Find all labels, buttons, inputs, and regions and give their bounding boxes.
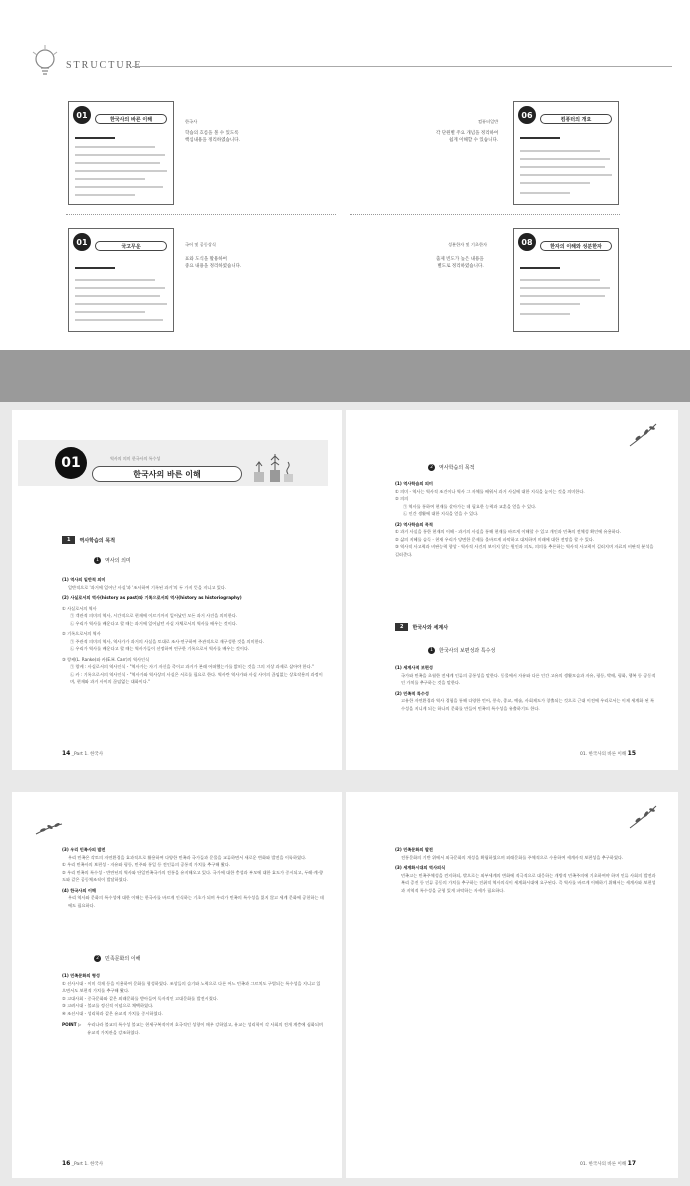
chapter-number: 01 [55, 447, 87, 479]
callout-header: 국어 및 공동상식 [185, 242, 216, 247]
chapter-number: 01 [73, 233, 91, 251]
page-folio: 01. 한국사의 바른 이해 17 [580, 1160, 637, 1167]
chapter-title: 한국사의 바른 이해 [95, 114, 167, 124]
section-heading: 2 한국사와 세계사 [395, 623, 448, 631]
page-16-body: (3) 우리 민족사의 발전 우리 민족은 각토의 자연환경을 효과적으로 활용하여 다양한 민족과 국가들과 문물을 교류하면서 새로운 변화와 발전을 이룩하였다. ① 우리 민족사의 보편성 - 자유와 평등, 민주와 통일 등 전인류의 공통적 가치를 추구해 왔다. ② 우리 민족의 특수성 - 반만년의 역사와 단일민족국가의 전통을 유지해오고 있다. 국가에 대한 충성과 부모에 대한 효도가 중시되고, 두레·계·향도와 같은 공동체조직이 발달하였다. (4) 한국사의 이해 우리 역사와 문화의 특수성에 대한 이해는 한국사를 바르게 인식하는 기초가 되며 우리가 민족의 특수성을 잃지 않고 세계 문화에 공헌하는 데에도 필요하다. [62, 847, 324, 908]
lightbulb-icon [28, 44, 62, 78]
page-15-body-top: (1) 역사학습의 의미 ① 의미 - 역사는 역사적 조건이나 역사 그 자체를 배워서 과거 사실에 대한 지식을 높이는 것을 의미한다. ② 의의 ㉠ 역사를 통하여 현재를 살아가는 데 필요한 능력과 교훈을 얻을 수 있다. ㉡ 인간 생활에 대한 지식을 얻을 수 있다. (2) 역사학습의 목적 ① 과거 사실을 통한 현재의 이해 - 과거의 사실을 통해 현재를 바르게 이해할 수 있고 개인과 민족의 전체성 확인에 유용하다. ② 삶의 지혜를 습득 - 현재 우리가 당면한 문제를 올바르게 파악하고 대처하며 미래에 대한 전망을 할 수 있다. ③ 역사적 사고력과 비판능력 향상 - 역사적 사건의 보이지 않는 원인과 의도, 의의를 추론하는 역사적 사고력이 길러지며 자료의 비판적 분석을 길러준다. [395, 481, 654, 557]
sample-page-thumbnail [513, 228, 619, 332]
chapter-number: 08 [518, 233, 536, 251]
callout-text: 각 단원별 주요 개념을 정리하여 쉽게 이해할 수 있습니다. [436, 131, 499, 143]
section-heading: 1 역사학습의 목적 [62, 536, 115, 544]
page-15-body-bottom: (1) 세계사적 보편성 국가와 민족을 초월한 전세계 인류의 공통성을 말한다. 동물에서 자유와 다른 인간 고유의 생활모습과 자유, 평등, 박애, 평화, 행복 등 공동적인 가치를 추구하는 것을 말한다. (2) 민족적 특수성 고유한 자연환경과 역사 경험을 통해 다양한 언어, 풍속, 종교, 예술, 사회제도가 창출되는 것으로 근대 이전에 우리로서는 이제 세계화 된 특수성을 지니게 되는 하나의 문화를 만들어 민족의 특수성을 유출하기도 한다. [395, 665, 656, 711]
chapter-title: 컴퓨터의 개요 [540, 114, 612, 124]
subsection-heading: 1 한국사의 보편성과 특수성 [428, 647, 495, 654]
callout-text: 표와 도식을 활용하여 중요 내용을 정리하였습니다. [185, 257, 242, 269]
structure-rule [132, 66, 672, 67]
chapter-title: 국고무운 [95, 241, 167, 251]
subsection-heading: 2 민족문화의 이해 [94, 955, 140, 962]
page-16-body-2: (1) 민족문화의 형성 ① 선사시대 - 이미 석재 등을 이용하여 문화를 형성하였다. 조상들의 슬기와 노력으로 다른 어느 민족과 그르치도 구별되는 특수성을 지니고 있으면서도 보편적 가치를 추구해 왔다. ② 고대사회 - 중국문화와 같은 외래문화를 받아들여 독자적인 고대문화를 발전시켰다. ③ 고려시대 - 불교를 정신적 이념으로 채택하였다. ④ 조선시대 - 성리학과 같은 유교적 가치를 중시하였다. POINT ▷ 우리나라 불교의 특수성 불교는 현세구복적이며 호국적인 성향이 매우 강하였고, 유교는 성리학이 각 사회의 전개 계층에 심화되며 유교적 가치관을 강조하였다. [62, 973, 323, 1035]
divider [350, 214, 620, 215]
subsection-heading: 2 역사학습의 목적 [428, 464, 474, 471]
subsection-heading: 1 역사의 의미 [94, 557, 131, 564]
chapter-title: 한자의 이해와 성분한자 [540, 241, 612, 251]
callout-header: 한국사 [185, 119, 198, 124]
callout-text: 출제 빈도가 높은 내용을 별도로 정리하였습니다. [436, 257, 484, 269]
divider [66, 214, 336, 215]
page-folio: 01. 한국사의 바른 이해 15 [580, 750, 637, 757]
leaf-branch-icon [628, 802, 658, 832]
page-15 [346, 410, 678, 770]
sample-page-thumbnail [68, 101, 174, 205]
chapter-number: 01 [73, 106, 91, 124]
chapter-subtitle: 역사의 의미 한국사의 특수성 [110, 456, 161, 461]
plant-pots-icon [250, 448, 298, 484]
gray-band [0, 350, 690, 402]
callout-header: 컴퓨터일반 [478, 119, 499, 124]
page-14-body: (1) 역사의 일반적 의미 일반적으로 '과거에 일어난 사실'과 '조사하여 기록된 과거'의 두 가지 뜻을 지니고 있다. (2) 사실로서의 역사(history as past)와 기록으로서의 역사(history as historiography) ① 사실로서의 역사 ㉠ 객관적 의미의 역사, 시간적으로 현재에 이르기까지 일어났던 모든 과거 사건을 의미한다. ㉡ 우리가 역사를 배운다고 할 때는 과거에 일어났던 사실 자체로서의 역사를 배우는 것이다. ② 기록으로서의 역사 ㉠ 주관적 의미의 역사, 역사가가 과거의 사실을 토대로 조사·연구하여 주관적으로 재구성한 것을 의미한다. ㉡ 우리가 역사를 배운다고 할 때는 역사가들이 선정하여 연구한 기록으로서 역사를 배우는 것이다. ③ 랑케(L. Ranke)와 카(E.H. Carr)의 역사인식 ㉠ 랑케 : 사실로서의 역사인식 - "역사가는 자기 자신을 죽이고 과거가 본래 어떠했는가를 밝히는 것을 그의 지상 과제로 삼아야 한다." ㉡ 카 : 기록으로서의 역사인식 - "역사가와 역사상의 사실은 서로를 필요로 한다. 역사란 역사가와 사실 사이의 끊임없는 상호작용의 과정이며, 현재와 과거 사이의 끊임없는 대화이다." [62, 577, 323, 684]
leaf-branch-icon [34, 808, 64, 838]
page-folio: 16 _Part 1. 한국사 [62, 1160, 104, 1167]
callout-header: 성분한자 및 기초한자 [448, 242, 488, 247]
sample-page-thumbnail [513, 101, 619, 205]
structure-title: STRUCTURE [66, 60, 143, 71]
chapter-title: 한국사의 바른 이해 [92, 466, 242, 482]
leaf-branch-icon [628, 420, 658, 450]
page-17-body: (2) 민족문화의 발전 전통문화의 기반 위에서 외국문화의 개성을 확립하였으며 외래문화를 주체적으로 수용하여 세계사적 보편성을 추구하였다. (3) 세계화시대의 역사의식 민족고는 민족주체성을 견지하되, 밖으로는 외부세계의 변화에 적극적으로 대응하는 개방적 민족주의에 기초하여야 하며 인류 사회의 발전과 복리 증진 등 인류 공동의 가치를 추구하는 진취적 역사의식이 세계화시대에 요구된다. 즉 역사를 바르게 이해하기 위해서는 세계사와 보편성과 지역적 특수성을 균형 있게 파악하는 자세가 필요하다. [395, 847, 656, 893]
callout-text: 학습의 흐름을 볼 수 있도록 핵심내용을 정리하였습니다. [185, 131, 241, 143]
point-box: POINT ▷ 우리나라 불교의 특수성 불교는 현세구복적이며 호국적인 성향이 매우 강하였고, 유교는 성리학이 각 사회의 전개 계층에 심화되며 유교적 가치관을 강조하였다. [62, 1022, 323, 1035]
page-folio: 14 _Part 1. 한국사 [62, 750, 104, 757]
sample-page-thumbnail [68, 228, 174, 332]
chapter-number: 06 [518, 106, 536, 124]
